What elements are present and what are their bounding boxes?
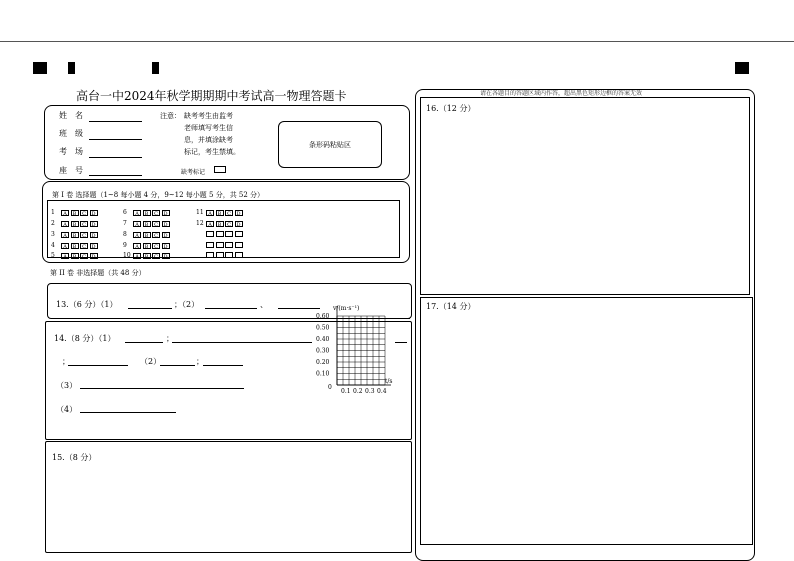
vt-graph[interactable] bbox=[313, 300, 413, 400]
graph-y-tick-label: 0.20 bbox=[316, 359, 330, 366]
option-bubble-b[interactable]: B bbox=[71, 210, 79, 216]
option-bubble-d[interactable]: D bbox=[236, 210, 241, 217]
option-bubble-d[interactable]: D bbox=[163, 221, 168, 228]
option-bubble-a[interactable] bbox=[206, 252, 214, 258]
graph-x-tick-label: 0.2 bbox=[353, 388, 363, 395]
q14-answer-2b[interactable] bbox=[203, 365, 243, 366]
choice-question-row bbox=[51, 252, 99, 259]
option-bubble-c[interactable] bbox=[225, 242, 233, 248]
option-bubble-a[interactable]: A bbox=[61, 210, 69, 216]
notice-label: 注意： bbox=[160, 112, 181, 120]
exam-room-field[interactable] bbox=[89, 157, 142, 158]
option-bubble-d[interactable] bbox=[235, 252, 243, 258]
q14-semi: ； bbox=[196, 357, 204, 366]
option-bubble-b[interactable]: B bbox=[143, 243, 151, 249]
registration-mark bbox=[68, 62, 75, 74]
choice-question-row bbox=[196, 242, 244, 248]
option-bubble-b[interactable]: B bbox=[71, 243, 79, 249]
notice-line: 老师填写考生信 bbox=[184, 124, 233, 132]
choice-question-row bbox=[51, 231, 99, 238]
page-title: 高台一中2024年秋学期期期中考试高一物理答题卡 bbox=[76, 89, 347, 103]
q16-label: 16.（12 分） bbox=[426, 104, 476, 113]
option-bubble-d[interactable] bbox=[235, 231, 243, 237]
choice-question-row bbox=[196, 252, 244, 258]
q14-side-line bbox=[396, 318, 410, 319]
option-bubble-d[interactable]: D bbox=[163, 243, 168, 250]
option-bubble-c[interactable] bbox=[225, 252, 233, 258]
option-bubble-b[interactable]: B bbox=[143, 221, 151, 227]
option-bubble-a[interactable]: A bbox=[133, 210, 141, 216]
q13-sep: 、 bbox=[260, 300, 268, 309]
option-bubble-d[interactable]: D bbox=[91, 253, 96, 260]
seat-field[interactable] bbox=[89, 175, 142, 176]
q14-answer-1b[interactable] bbox=[172, 342, 312, 343]
class-field[interactable] bbox=[89, 139, 142, 140]
choice-question-row bbox=[123, 242, 171, 249]
q15-box bbox=[45, 441, 412, 553]
option-bubble-d[interactable]: D bbox=[91, 243, 96, 250]
option-bubble-a[interactable]: A bbox=[206, 210, 214, 216]
registration-mark bbox=[33, 62, 47, 74]
graph-x-tick-label: 0.3 bbox=[365, 388, 375, 395]
option-bubble-b[interactable]: B bbox=[143, 232, 151, 238]
option-bubble-b[interactable] bbox=[216, 242, 224, 248]
question-number: 10 bbox=[123, 252, 131, 259]
absent-mark-label: 缺考标记 bbox=[181, 169, 206, 176]
exam-room-label: 考 场 bbox=[59, 147, 83, 156]
option-bubble-b[interactable]: B bbox=[216, 221, 224, 227]
option-bubble-b[interactable]: B bbox=[71, 221, 79, 227]
q13-label: 13.（6 分）（1） bbox=[56, 300, 118, 309]
option-bubble-b[interactable] bbox=[216, 231, 224, 237]
graph-x-label: t/s bbox=[385, 378, 393, 385]
choice-question-row bbox=[196, 220, 244, 227]
question-number: 5 bbox=[51, 252, 55, 259]
choice-question-row bbox=[51, 209, 99, 216]
option-bubble-d[interactable]: D bbox=[163, 232, 168, 239]
option-bubble-a[interactable]: A bbox=[133, 221, 141, 227]
graph-y-tick-label: 0.60 bbox=[316, 313, 330, 320]
option-bubble-a[interactable]: A bbox=[61, 243, 69, 249]
option-bubble-c[interactable]: C bbox=[80, 210, 88, 216]
option-bubble-c[interactable]: C bbox=[80, 243, 88, 249]
q14-part4: （4） bbox=[56, 405, 78, 414]
option-bubble-a[interactable]: A bbox=[206, 221, 214, 227]
option-bubble-c[interactable]: C bbox=[152, 243, 160, 249]
registration-mark bbox=[152, 62, 159, 74]
registration-mark bbox=[735, 62, 749, 74]
graph-origin-label: 0 bbox=[328, 384, 332, 391]
choice-question-row bbox=[51, 242, 99, 249]
option-bubble-a[interactable]: A bbox=[133, 253, 141, 259]
choice-question-row bbox=[51, 220, 99, 227]
option-bubble-d[interactable]: D bbox=[163, 253, 168, 260]
class-label: 班 级 bbox=[59, 129, 83, 138]
graph-x-tick-label: 0.1 bbox=[341, 388, 351, 395]
option-bubble-a[interactable]: A bbox=[61, 232, 69, 238]
choice-question-row bbox=[196, 209, 244, 216]
notice-line: 息，并填涂缺考 bbox=[184, 136, 233, 144]
choice-question-row bbox=[123, 220, 171, 227]
name-label: 姓 名 bbox=[59, 111, 83, 120]
q14-answer-3[interactable] bbox=[80, 388, 244, 389]
option-bubble-d[interactable]: D bbox=[91, 210, 96, 217]
choice-question-row bbox=[123, 231, 171, 238]
notice-line: 标记，考生禁填。 bbox=[184, 148, 240, 156]
q14-answer-1d[interactable] bbox=[68, 365, 128, 366]
q13-mid: ；（2） bbox=[174, 300, 200, 309]
option-bubble-a[interactable] bbox=[206, 242, 214, 248]
q14-answer-1a[interactable] bbox=[125, 342, 163, 343]
question-number: 3 bbox=[51, 231, 55, 238]
option-bubble-b[interactable]: B bbox=[216, 210, 224, 216]
q14-answer-4[interactable] bbox=[80, 412, 176, 413]
choice-question-row bbox=[196, 231, 244, 237]
q14-semi: ； bbox=[166, 334, 174, 343]
option-bubble-b[interactable]: B bbox=[143, 253, 151, 259]
choice-question-row bbox=[123, 209, 171, 216]
option-bubble-c[interactable] bbox=[225, 231, 233, 237]
q14-part3: （3） bbox=[56, 381, 78, 390]
q13-answer-2[interactable] bbox=[205, 308, 257, 309]
option-bubble-c[interactable]: C bbox=[152, 210, 160, 216]
q14-semi: ； bbox=[62, 357, 70, 366]
option-bubble-c[interactable]: C bbox=[225, 221, 233, 227]
graph-y-tick-label: 0.10 bbox=[316, 370, 330, 378]
option-bubble-b[interactable]: B bbox=[143, 210, 151, 216]
question-number: 9 bbox=[123, 242, 127, 249]
question-number: 11 bbox=[196, 209, 204, 216]
option-bubble-b[interactable]: B bbox=[71, 232, 79, 238]
graph-x-tick-label: 0.4 bbox=[377, 388, 387, 395]
option-bubble-c[interactable]: C bbox=[80, 253, 88, 259]
option-bubble-b[interactable] bbox=[216, 252, 224, 258]
notice-line: 缺考考生由监考 bbox=[184, 112, 233, 120]
option-bubble-c[interactable]: C bbox=[152, 253, 160, 259]
section2-title: 第 II 卷 非选择题（共 48 分） bbox=[50, 269, 146, 277]
graph-y-tick-label: 0.30 bbox=[316, 347, 330, 355]
question-number: 1 bbox=[51, 209, 55, 216]
absent-mark-checkbox[interactable] bbox=[214, 166, 226, 173]
section1-title: 第 I 卷 选择题（1~8 每小题 4 分，9~12 每小题 5 分，共 52 分） bbox=[52, 191, 265, 199]
graph-y-tick-label: 0.40 bbox=[316, 336, 330, 343]
option-bubble-a[interactable]: A bbox=[61, 253, 69, 259]
option-bubble-a[interactable]: A bbox=[133, 243, 141, 249]
option-bubble-c[interactable]: C bbox=[225, 210, 233, 216]
option-bubble-b[interactable]: B bbox=[71, 253, 79, 259]
question-number: 6 bbox=[123, 209, 127, 216]
barcode-label: 条形码粘贴区 bbox=[309, 141, 351, 149]
option-bubble-c[interactable]: C bbox=[80, 221, 88, 227]
question-number: 8 bbox=[123, 231, 127, 238]
q14-part2: （2） bbox=[140, 357, 162, 366]
option-bubble-d[interactable]: D bbox=[163, 210, 168, 217]
option-bubble-a[interactable] bbox=[206, 231, 214, 237]
question-number: 2 bbox=[51, 220, 55, 227]
option-bubble-c[interactable]: C bbox=[80, 232, 88, 238]
question-number: 12 bbox=[196, 220, 204, 227]
seat-label: 座 号 bbox=[59, 166, 83, 175]
q16-box bbox=[420, 97, 750, 295]
right-notice: 请在各题目的答题区域内作答，超出黑色矩形边框的答案无效 bbox=[480, 90, 643, 97]
option-bubble-c[interactable]: C bbox=[152, 221, 160, 227]
q14-answer-2a[interactable] bbox=[160, 365, 195, 366]
option-bubble-d[interactable]: D bbox=[91, 221, 96, 228]
choice-question-row bbox=[123, 252, 171, 259]
q17-label: 17.（14 分） bbox=[426, 302, 476, 311]
option-bubble-a[interactable]: A bbox=[61, 221, 69, 227]
name-field[interactable] bbox=[89, 121, 142, 122]
q15-label: 15.（8 分） bbox=[52, 453, 97, 462]
q13-answer-1[interactable] bbox=[128, 308, 172, 309]
question-number: 4 bbox=[51, 242, 55, 249]
option-bubble-c[interactable]: C bbox=[152, 232, 160, 238]
graph-y-tick-label: 0.50 bbox=[316, 324, 330, 332]
top-rule bbox=[0, 41, 794, 42]
option-bubble-d[interactable]: D bbox=[236, 221, 241, 228]
q17-box bbox=[420, 297, 753, 545]
option-bubble-a[interactable]: A bbox=[133, 232, 141, 238]
option-bubble-d[interactable]: D bbox=[91, 232, 96, 239]
option-bubble-d[interactable] bbox=[235, 242, 243, 248]
graph-y-label: v/(m·s⁻¹) bbox=[333, 305, 360, 312]
q14-label: 14.（8 分）（1） bbox=[54, 334, 116, 343]
question-number: 7 bbox=[123, 220, 127, 227]
